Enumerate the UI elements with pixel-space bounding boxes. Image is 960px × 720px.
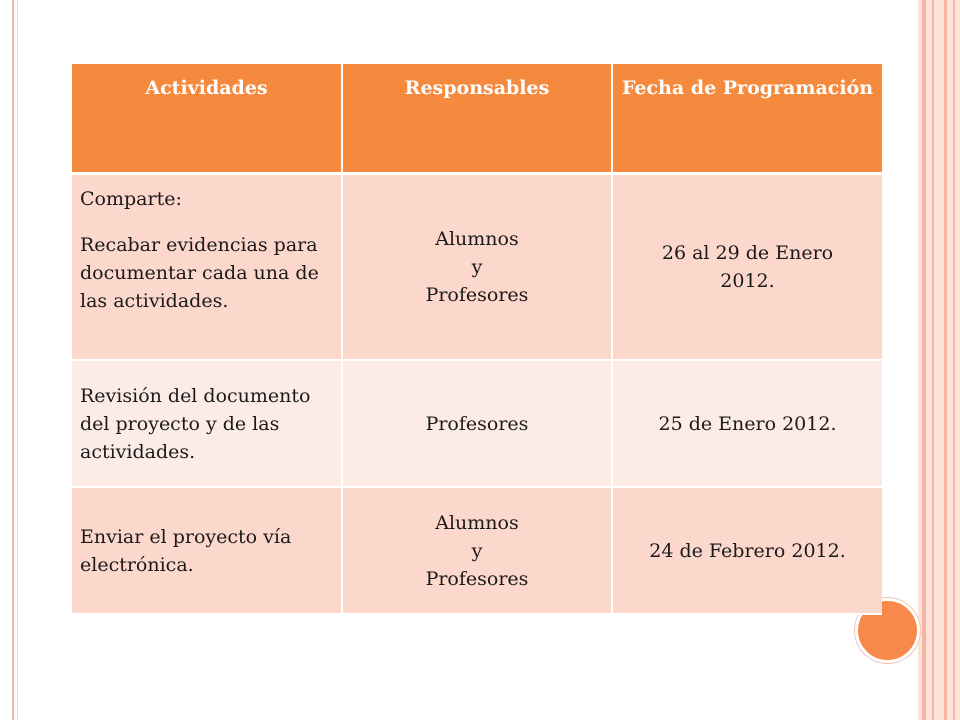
table-row [72,174,882,361]
responsible-line: Profesores [425,284,529,306]
left-border-line-inner [17,0,18,720]
activity-cell [72,174,342,361]
responsible-line: Profesores [425,567,529,590]
activity-intro: Comparte: [80,188,182,210]
responsible-cell [342,174,612,361]
responsible-line: y [471,539,483,562]
date-cell: 24 de Febrero 2012. [612,487,882,614]
activity-cell: Enviar el proyecto vía electrónica. [72,487,342,614]
header-actividades: Actividades [72,64,342,174]
table-row [72,360,882,487]
responsible-line: Alumnos [435,228,519,250]
activity-text: Recabar evidencias para documentar cada una de las actividades. [80,234,319,312]
date-cell: 26 al 29 de Enero 2012. [612,174,882,361]
right-stripe [953,0,955,720]
table-header-row [72,64,882,174]
date-cell: 25 de Enero 2012. [612,360,882,487]
responsible-cell [342,360,612,487]
header-fecha: Fecha de Programación [612,64,882,174]
responsible-line: Alumnos [435,511,519,534]
responsible-line: Profesores [425,412,529,435]
responsible-line: y [471,256,483,278]
right-stripe [944,0,947,720]
activity-cell: Revisión del documento del proyecto y de las actividades. [72,360,342,487]
schedule-table [72,64,882,615]
table-row [72,487,882,614]
responsible-cell [342,487,612,614]
right-stripe [922,0,926,720]
right-stripe [932,0,934,720]
left-border-line [12,0,14,720]
header-responsables: Responsables [342,64,612,174]
